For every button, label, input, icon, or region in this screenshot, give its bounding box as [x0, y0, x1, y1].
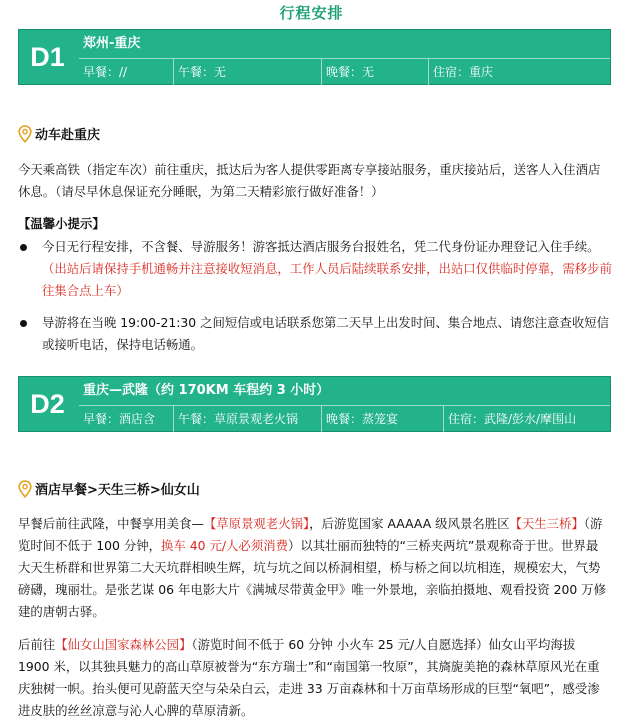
lunch-cell: 午餐：无	[174, 59, 322, 85]
day2-header	[18, 376, 611, 432]
d2-section-title: 酒店早餐>天生三桥>仙女山	[35, 483, 200, 498]
dinner-cell: 晚餐：无	[322, 59, 429, 85]
location-pin-icon	[18, 480, 32, 498]
tip2-text: 导游将在当晚 19:00-21:30 之间短信或电话联系您第二天早上出发时间、集合地点、请您注意查收短信或接听电话，保持电话畅通。	[42, 315, 609, 352]
breakfast-cell: 早餐：酒店含	[79, 406, 174, 432]
lunch-cell: 午餐：草原景观老火锅	[174, 406, 322, 432]
p1-highlight-three-bridges: 【天生三桥】	[509, 516, 584, 531]
meal-row	[79, 58, 610, 85]
tip1-text: 今日无行程安排，不含餐、导游服务！游客抵达酒店服务台报姓名，凭二代身份证办理登记入住手续。	[42, 239, 600, 254]
p1-text-c: （游览时间不低于 100 分钟，	[18, 516, 603, 553]
p2-text-b: （游览时间不低于 60 分钟 小火车 25 元/人自愿选择）仙女山平均海拔 1900 米，以其独具魅力的高山草原被誉为“东方瑞士”和“南国第一牧原”，其旖旎美艳的森林草原风光在重庆独树一帜。抬头便可见蔚蓝天空与朵朵白云，走进 33 万亩森林和十万亩草场形成的巨型“氧吧”，感受渗进皮肤的丝丝凉意与沁人心脾的草原清新。	[18, 637, 600, 718]
tip-item	[18, 236, 612, 302]
d1-section-title: 动车赴重庆	[35, 128, 101, 143]
p2-text-a: 后前往	[18, 637, 56, 652]
d1-section-heading	[18, 124, 100, 143]
p1-highlight-shuttle: 换车 40 元/人必须消费	[161, 538, 288, 553]
d1-intro: 今天乘高铁（指定车次）前往重庆，抵达后为客人提供零距离专享接站服务，重庆接站后，送客人入住酒店休息。（请尽早休息保证充分睡眠，为第二天精彩旅行做好准备！）	[18, 162, 601, 199]
day-number: D1	[30, 41, 65, 72]
day-number: D2	[30, 388, 65, 419]
breakfast-cell: 早餐：//	[79, 59, 174, 85]
p2-highlight-fairy-mountain: 【仙女山国家森林公园】	[55, 637, 192, 652]
meal-row	[79, 405, 610, 432]
day1-header	[18, 29, 611, 85]
page-title: 行程安排	[279, 4, 344, 22]
tip-item	[18, 312, 612, 356]
p1-text-b: ，后游览国家 AAAAA 级风景名胜区	[309, 516, 510, 531]
p1-text-d: ）以其壮丽而独特的“三桥夹两坑”景观称奇于世。世界最大天生桥群和世界第二大天坑群相映生辉，坑与坑之间以桥洞相望，桥与桥之间以坑相连，规模宏大，气势磅礴，瑰丽壮。是张艺谋 06 年电影大片《满城尽带黄金甲》唯一外景地，亲临拍摄地、观看投资 200 万修建的唐朝古驿。	[18, 538, 606, 619]
p1-text-a: 早餐后前往武隆，中餐享用美食—	[18, 516, 204, 531]
tip1-warning: （出站后请保持手机通畅并注意接收短消息，工作人员后陆续联系安排，出站口仅供临时停靠，需移步前往集合点上车）	[42, 261, 612, 298]
bullet-dot-icon	[20, 244, 27, 251]
p1-highlight-hotpot: 【草原景观老火锅】	[203, 516, 310, 531]
location-pin-icon	[18, 125, 32, 143]
day-route: 重庆—武隆（约 170KM 车程约 3 小时）	[83, 383, 330, 398]
d2-paragraph-1	[18, 513, 610, 623]
tips-title: 【温馨小提示】	[18, 216, 105, 231]
day-route: 郑州-重庆	[83, 36, 141, 51]
dinner-cell: 晚餐：蒸笼宴	[322, 406, 444, 432]
d2-paragraph-2	[18, 634, 610, 722]
bullet-dot-icon	[20, 320, 27, 327]
stay-cell: 住宿：武隆/彭水/摩围山	[448, 412, 577, 426]
d2-section-heading	[18, 479, 200, 498]
stay-cell: 住宿：重庆	[433, 65, 494, 79]
